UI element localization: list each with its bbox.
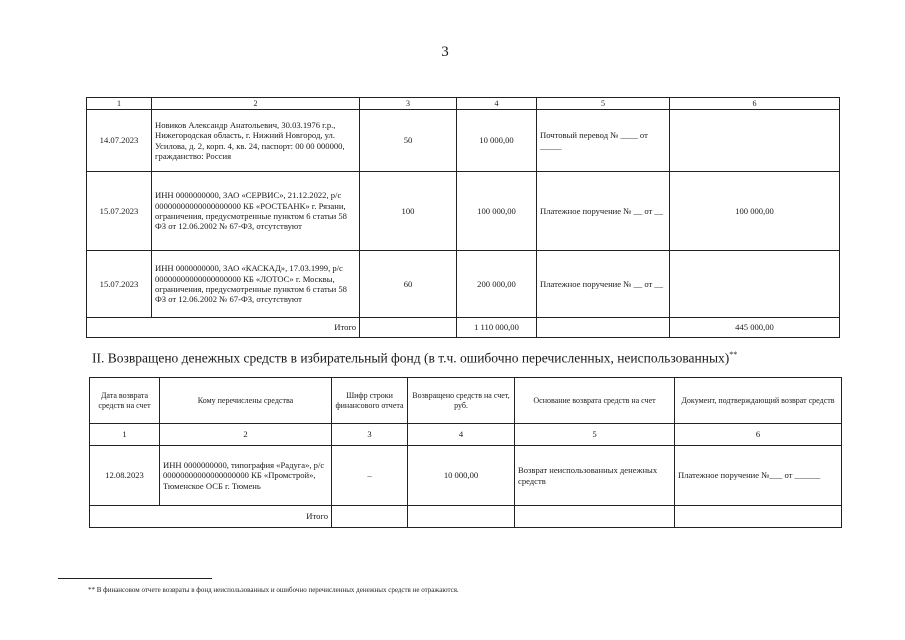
recipient-cell: ИНН 0000000000, типография «Радуга», р/с 00000000000000000000 КБ «Промстрой», Тюменское ОСБ г. Тюмень (160, 446, 332, 506)
empty-cell (408, 506, 515, 528)
basis-cell: Возврат неиспользованных денежных средств (515, 446, 675, 506)
table-header-row (87, 98, 840, 110)
footnote: ** В финансовом отчете возвраты в фонд неиспользованных и ошибочно перечисленных денежных средств не отражаются. (88, 586, 459, 594)
total-amount: 1 110 000,00 (457, 318, 537, 338)
code-cell: 100 (360, 172, 457, 251)
empty-cell (537, 318, 670, 338)
column-number-row (90, 424, 842, 446)
footnote-mark: ** (729, 350, 738, 359)
amount-cell: 10 000,00 (457, 110, 537, 172)
total-row (87, 318, 840, 338)
table-header-row (90, 378, 842, 424)
document-cell: Почтовый перевод № ____ от _____ (537, 110, 670, 172)
total-label: Итого (90, 506, 332, 528)
column-number: 1 (90, 424, 160, 446)
table-row (87, 110, 840, 172)
code-cell: 50 (360, 110, 457, 172)
column-header: Документ, подтверждающий возврат средств (675, 378, 842, 424)
empty-cell (675, 506, 842, 528)
document-cell: Платежное поручение № __ от __ (537, 172, 670, 251)
amount-cell: 100 000,00 (457, 172, 537, 251)
column-number: 2 (152, 98, 360, 110)
column-number: 1 (87, 98, 152, 110)
column-number: 6 (670, 98, 840, 110)
total-row (90, 506, 842, 528)
empty-cell (515, 506, 675, 528)
column-number: 5 (515, 424, 675, 446)
column-number: 3 (332, 424, 408, 446)
column-header: Основание возврата средств на счет (515, 378, 675, 424)
section-title (92, 350, 737, 367)
table-row (87, 251, 840, 318)
returned-cell: 100 000,00 (670, 172, 840, 251)
amount-cell: 200 000,00 (457, 251, 537, 318)
column-header: Шифр строки финансового отчета (332, 378, 408, 424)
footnote-divider (58, 578, 212, 579)
date-cell: 15.07.2023 (87, 251, 152, 318)
column-number: 4 (457, 98, 537, 110)
document-cell: Платежное поручение №___ от ______ (675, 446, 842, 506)
date-cell: 15.07.2023 (87, 172, 152, 251)
table-row (87, 172, 840, 251)
column-header: Дата возврата средств на счет (90, 378, 160, 424)
expenses-table (86, 97, 840, 338)
column-number: 3 (360, 98, 457, 110)
section-title-text: II. Возвращено денежных средств в избирательный фонд (в т.ч. ошибочно перечисленных, неиспользованных) (92, 350, 730, 366)
code-cell: – (332, 446, 408, 506)
recipient-cell: ИНН 0000000000, ЗАО «КАСКАД», 17.03.1999, р/с 00000000000000000000 КБ «ЛОТОС» г. Москвы, ограничения, предусмотренные пунктом 6 статьи 58 ФЗ от 12.06.2002 № 67-ФЗ, отсутствуют (152, 251, 360, 318)
empty-cell (360, 318, 457, 338)
page-number: 3 (441, 44, 449, 60)
recipient-cell: Новиков Александр Анатольевич, 30.03.1976 г.р., Нижегородская область, г. Нижний Новгород, ул. Усилова, д. 2, корп. 4, кв. 24, паспорт: 00 00 000000, гражданство: Россия (152, 110, 360, 172)
column-number: 6 (675, 424, 842, 446)
total-label: Итого (87, 318, 360, 338)
recipient-cell: ИНН 0000000000, ЗАО «СЕРВИС», 21.12.2022, р/с 00000000000000000000 КБ «РОСТБАНК» г. Рязани, ограничения, предусмотренные пунктом 6 статьи 58 ФЗ от 12.06.2002 № 67-ФЗ, отсутствуют (152, 172, 360, 251)
date-cell: 14.07.2023 (87, 110, 152, 172)
total-returned: 445 000,00 (670, 318, 840, 338)
amount-cell: 10 000,00 (408, 446, 515, 506)
column-number: 2 (160, 424, 332, 446)
table-row (90, 446, 842, 506)
returns-table (89, 377, 842, 528)
column-header: Возвращено средств на счет, руб. (408, 378, 515, 424)
code-cell: 60 (360, 251, 457, 318)
date-cell: 12.08.2023 (90, 446, 160, 506)
empty-cell (332, 506, 408, 528)
document-cell: Платежное поручение № __ от __ (537, 251, 670, 318)
returned-cell (670, 251, 840, 318)
column-number: 4 (408, 424, 515, 446)
column-header: Кому перечислены средства (160, 378, 332, 424)
returned-cell (670, 110, 840, 172)
column-number: 5 (537, 98, 670, 110)
